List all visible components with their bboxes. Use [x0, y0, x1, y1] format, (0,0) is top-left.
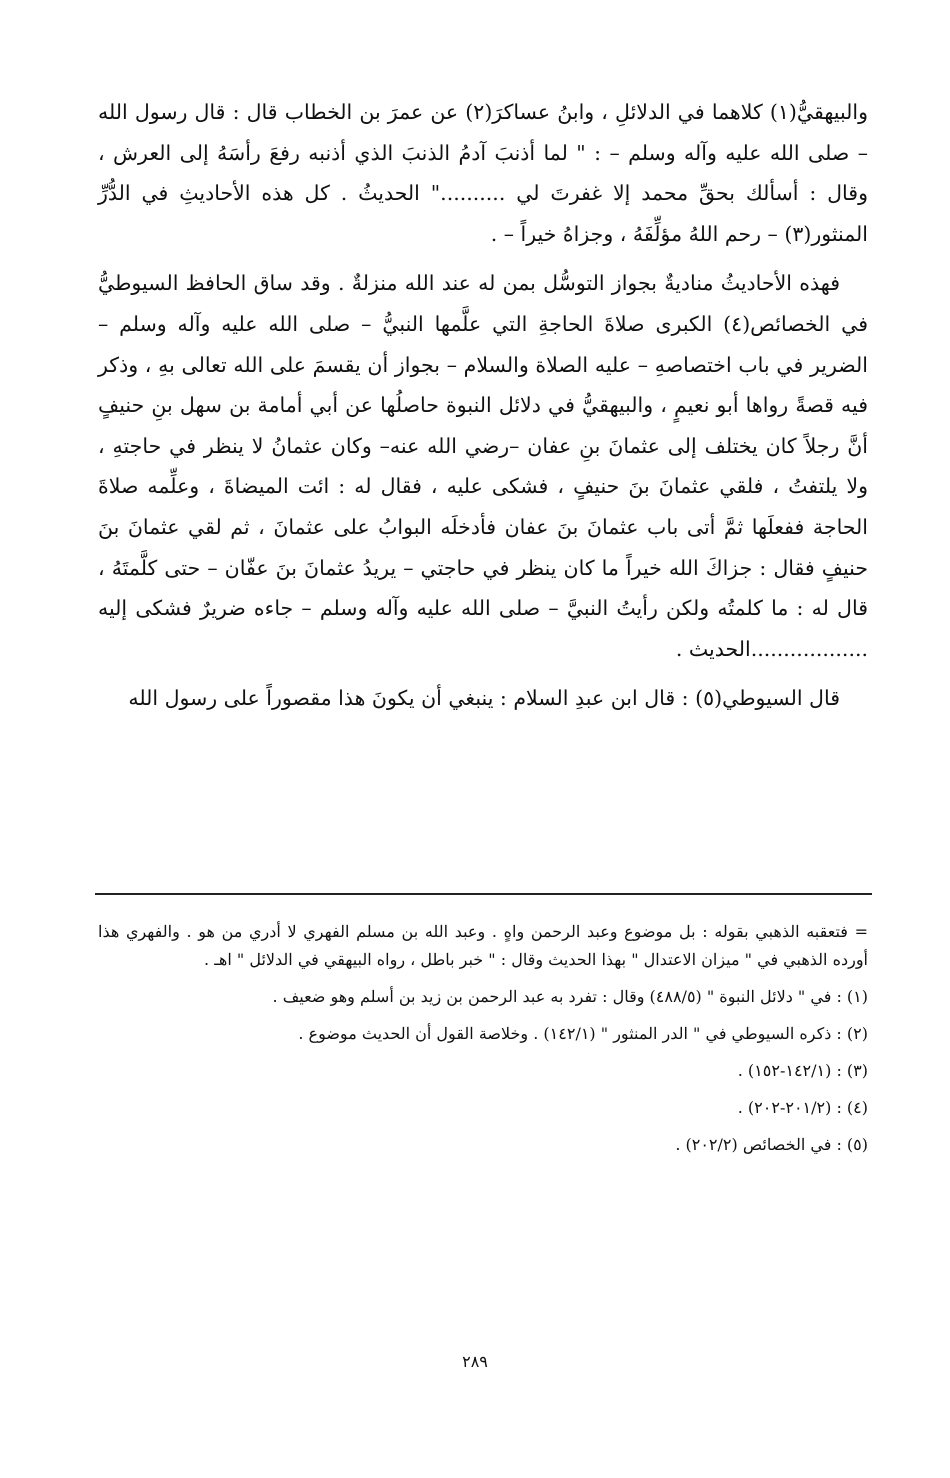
- footnote-divider: [95, 893, 872, 895]
- footnote-continuation: = فتعقبه الذهبي بقوله : بل موضوع وعبد الرحمن واهٍ . وعبد الله بن مسلم الفهري لا أدري من هو . والفهري هذا أورده الذهبي في " ميزان الاعتدال " بهذا الحديث وقال : " خبر باطل ، رواه البيهقي في الدلائل " اهـ .: [98, 922, 868, 969]
- main-text: [98, 92, 868, 728]
- footnote: (٣) : (١٤٢/١-١٥٢) .: [737, 1061, 868, 1080]
- footnotes: [98, 918, 868, 1168]
- footnote: (٢) : ذكره السيوطي في " الدر المنثور " (١٤٢/١) . وخلاصة القول أن الحديث موضوع .: [298, 1024, 868, 1043]
- paragraph: والبيهقيُّ(١) كلاهما في الدلائلِ ، وابنُ عساكرَ(٢) عن عمرَ بن الخطاب قال : قال رسول الله – صلى الله عليه وآله وسلم – : " لما أذنبَ آدمُ الذنبَ الذي أذنبه رفعَ رأسَهُ إلى العرش ، وقال : أسألك بحقِّ محمد إلا غفرتَ لي .........." الحديثُ . كل هذه الأحاديثِ في الدُّرِّ المنثور(٣) – رحم اللهُ مؤلِّفَهُ ، وجزاهُ خيراً – .: [98, 100, 868, 246]
- footnote: (٤) : (٢٠١/٢-٢٠٢) .: [737, 1098, 868, 1117]
- page-number: ٢٨٩: [462, 1352, 488, 1371]
- paragraph: قال السيوطي(٥) : قال ابن عبدِ السلام : ينبغي أن يكونَ هذا مقصوراً على رسول الله: [128, 686, 840, 711]
- footnote: (١) : في " دلائل النبوة " (٤٨٨/٥) وقال : تفرد به عبد الرحمن بن زيد بن أسلم وهو ضعيف .: [272, 987, 868, 1006]
- paragraph: فهذه الأحاديثُ مناديةٌ بجواز التوسُّل بمن له عند الله منزلةٌ . وقد ساق الحافظ السيوطيُّ في الخصائص(٤) الكبرى صلاةَ الحاجةِ التي علَّمها النبيُّ – صلى الله عليه وآله وسلم – الضرير في باب اختصاصهِ – عليه الصلاة والسلام – بجواز أن يقسمَ على الله تعالى بهِ ، وذكر فيه قصةً رواها أبو نعيمٍ ، والبيهقيُّ في دلائل النبوة حاصلُها عن أبي أمامة بن سهل بنِ حنيفٍ أنَّ رجلاً كان يختلف إلى عثمانَ بنِ عفان –رضي الله عنه– وكان عثمانُ لا ينظر في حاجتهِ ، ولا يلتفتُ ، فلقي عثمانَ بنَ حنيفٍ ، فشكى عليه ، فقال له : ائت الميضاةَ ، وعلِّمه صلاةَ الحاجة ففعلَها ثمَّ أتى باب عثمانَ بنَ عفان فأدخلَه البوابُ على عثمانَ ، ثم لقي عثمانَ بنَ حنيفٍ فقال : جزاكَ الله خيراً ما كان ينظر في حاجتي – يريدُ عثمانَ بنَ عفّان – حتى كلَّمتَهُ ، قال له : ما كلمتُه ولكن رأيتُ النبيَّ – صلى الله عليه وآله وسلم – جاءه ضريرٌ فشكى إليه ..................الحديث .: [98, 271, 868, 661]
- footnote: (٥) : في الخصائص (٢٠٢/٢) .: [675, 1135, 868, 1154]
